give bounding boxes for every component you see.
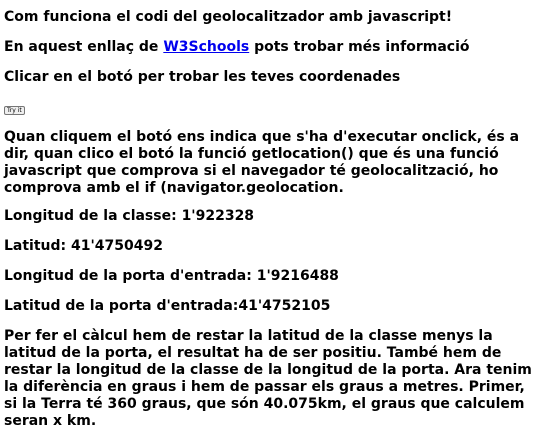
door-longitude: Longitud de la porta d'entrada: 1'9216488 <box>4 268 339 284</box>
info-link-line <box>4 39 470 56</box>
page-title: Com funciona el codi del geolocalitzador amb javascript! <box>4 9 453 25</box>
w3schools-link[interactable]: W3Schools <box>163 39 250 55</box>
link-suffix: pots trobar més informació <box>249 39 470 55</box>
door-latitude: Latitud de la porta d'entrada:41'4752105 <box>4 298 331 314</box>
classroom-latitude: Latitud: 41'4750492 <box>4 238 163 254</box>
calculation-paragraph: Per fer el càlcul hem de restar la latitud de la classe menys la latitud de la porta, el resultat ha de ser positiu. També hem de restar la longitud de la classe de la longitud de la porta. Ara tenim la diferència en graus i hem de passar els graus a metres. Primer, si la Terra té 360 graus, que són 40.075km, el graus que calculem seran x km. <box>4 328 532 429</box>
click-instruction: Clicar en el botó per trobar les teves coordenades <box>4 69 401 85</box>
classroom-longitude: Longitud de la classe: 1'922328 <box>4 208 255 224</box>
link-prefix: En aquest enllaç de <box>4 39 164 55</box>
explanation-paragraph: Quan cliquem el botó ens indica que s'ha d'executar onclick, és a dir, quan clico el botó la funció getlocation() que és una funció javascript que comprova si el navegador té geolocalització, ho comprova amb el if (navigator.geolocation. <box>4 129 520 196</box>
try-it-button[interactable]: Try it <box>4 106 25 115</box>
